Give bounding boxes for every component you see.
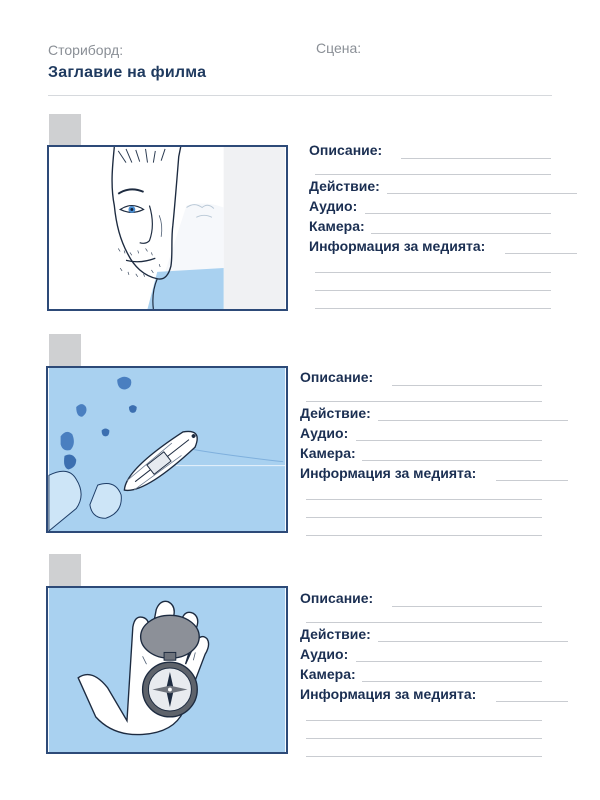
description-line-2[interactable] — [315, 174, 551, 175]
description-line[interactable] — [392, 385, 542, 386]
audio-line[interactable] — [356, 440, 542, 441]
panel-number-box[interactable] — [49, 334, 81, 366]
camera-label: Камера: — [300, 666, 356, 682]
panel-number-box[interactable] — [49, 554, 81, 586]
notes-line[interactable] — [306, 535, 542, 536]
camera-line[interactable] — [362, 681, 542, 682]
camera-line[interactable] — [362, 460, 542, 461]
description-line[interactable] — [401, 158, 551, 159]
action-line[interactable] — [378, 420, 568, 421]
description-label: Описание: — [300, 590, 374, 606]
description-line-2[interactable] — [306, 622, 542, 623]
panel-image-frame[interactable] — [46, 366, 288, 533]
camera-label: Камера: — [300, 445, 356, 461]
action-line[interactable] — [387, 193, 577, 194]
notes-line[interactable] — [306, 517, 542, 518]
media-info-label: Информация за медията: — [300, 465, 477, 481]
audio-label: Аудио: — [309, 198, 358, 214]
media-info-line[interactable] — [505, 253, 577, 254]
audio-line[interactable] — [365, 213, 551, 214]
description-label: Описание: — [300, 369, 374, 385]
audio-label: Аудио: — [300, 646, 349, 662]
notes-line[interactable] — [315, 272, 551, 273]
action-label: Действие: — [300, 405, 371, 421]
panel-number-box[interactable] — [49, 114, 81, 146]
description-line-2[interactable] — [306, 401, 542, 402]
audio-label: Аудио: — [300, 425, 349, 441]
action-line[interactable] — [378, 641, 568, 642]
media-info-label: Информация за медията: — [309, 238, 486, 254]
notes-line[interactable] — [306, 738, 542, 739]
description-line[interactable] — [392, 606, 542, 607]
notes-line[interactable] — [306, 756, 542, 757]
media-info-line[interactable] — [496, 480, 568, 481]
camera-label: Камера: — [309, 218, 365, 234]
scene-label: Сцена: — [316, 40, 362, 56]
panel-image-frame[interactable] — [47, 145, 288, 311]
camera-line[interactable] — [371, 233, 551, 234]
man-face-sketch — [49, 147, 286, 309]
storyboard-label: Сториборд: — [48, 42, 124, 58]
audio-line[interactable] — [356, 661, 542, 662]
sailboat-aerial-sketch — [48, 368, 286, 531]
action-label: Действие: — [309, 178, 380, 194]
media-info-line[interactable] — [496, 701, 568, 702]
description-label: Описание: — [309, 142, 383, 158]
hand-compass-sketch — [48, 588, 286, 752]
notes-line[interactable] — [306, 499, 542, 500]
media-info-label: Информация за медията: — [300, 686, 477, 702]
film-title[interactable]: Заглавие на филма — [48, 64, 207, 81]
notes-line[interactable] — [315, 308, 551, 309]
notes-line[interactable] — [315, 290, 551, 291]
panel-image-frame[interactable] — [46, 586, 288, 754]
action-label: Действие: — [300, 626, 371, 642]
header-divider — [48, 95, 552, 96]
notes-line[interactable] — [306, 720, 542, 721]
